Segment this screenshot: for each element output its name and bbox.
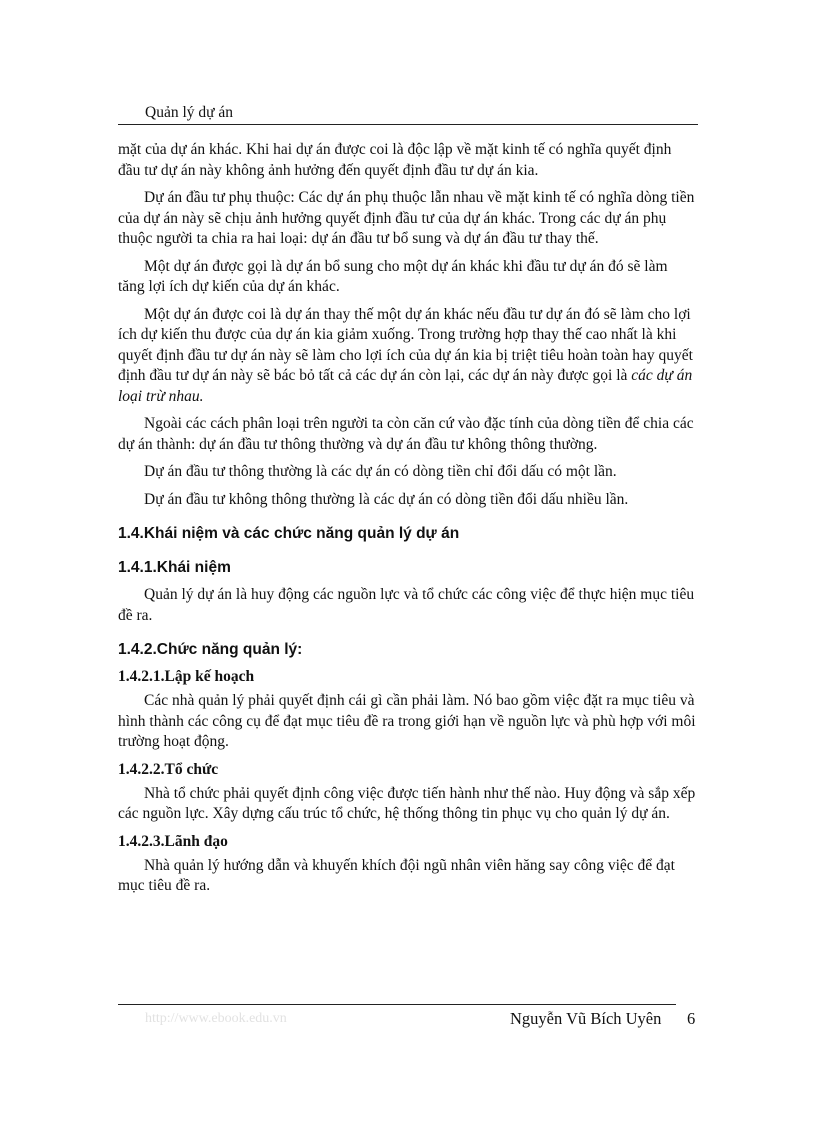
footer-author: Nguyễn Vũ Bích Uyên — [510, 1009, 662, 1028]
footer-rule — [118, 1004, 676, 1005]
paragraph: Một dự án được gọi là dự án bổ sung cho một dự án khác khi đầu tư dự án đó sẽ làm tăng lợi ích dự kiến của dự án khác. — [118, 257, 668, 295]
section-heading-1-4-2-2: 1.4.2.2.Tổ chức — [118, 760, 219, 778]
paragraph: Quản lý dự án là huy động các nguồn lực và tổ chức các công việc để thực hiện mục tiêu đề ra. — [118, 586, 695, 624]
paragraph: Nhà quản lý hướng dẫn và khuyến khích đội ngũ nhân viên hăng say công việc để đạt mục tiêu đề ra. — [118, 856, 675, 894]
paragraph: Các nhà quản lý phải quyết định cái gì cần phải làm. Nó bao gồm việc đặt ra mục tiêu và hình thành các công cụ để đạt mục tiêu đề ra trong giới hạn về nguồn lực và phù hợp với môi trường hoạt động. — [118, 692, 696, 750]
paragraph: Dự án đầu tư thông thường là các dự án có dòng tiền chỉ đổi dấu có một lần. — [144, 463, 617, 480]
paragraph: Dự án đầu tư phụ thuộc: Các dự án phụ thuộc lẫn nhau về mặt kinh tế có nghĩa dòng tiền của dự án này sẽ chịu ảnh hưởng quyết định đầu tư của dự án khác. Trong các dự án phụ thuộc người ta chia ra hai loại: dự án đầu tư bổ sung và dự án đầu tư thay thế. — [118, 189, 695, 247]
header-rule — [118, 124, 698, 125]
section-heading-1-4-2-3: 1.4.2.3.Lãnh đạo — [118, 832, 228, 850]
section-heading-1-4-2: 1.4.2.Chức năng quản lý: — [118, 641, 303, 658]
paragraph: Dự án đầu tư không thông thường là các dự án có dòng tiền đổi dấu nhiều lần. — [144, 490, 629, 508]
page-content — [118, 140, 696, 904]
page-number: 6 — [687, 1009, 696, 1028]
paragraph-text: Một dự án được coi là dự án thay thế một dự án khác nếu đầu tư dự án đó sẽ làm cho lợi ích dự kiến thu được của dự án kia giảm xuống. Trong trường hợp thay thế cao nhất là khi quyết định đầu tư dự án này sẽ làm cho lợi ích của dự án kia bị triệt tiêu hoàn toàn hay quyết định đầu tư dự án này sẽ bác bỏ tất cả các dự án còn lại, các dự án này được gọi là — [118, 305, 693, 384]
paragraph: mặt của dự án khác. Khi hai dự án được coi là độc lập về mặt kinh tế có nghĩa quyết định đầu tư dự án này không ảnh hưởng đến quyết định đầu tư dự án kia. — [118, 141, 672, 179]
running-header: Quản lý dự án — [145, 104, 234, 121]
section-heading-1-4-1: 1.4.1.Khái niệm — [118, 559, 231, 576]
paragraph — [118, 305, 696, 408]
section-heading-1-4: 1.4.Khái niệm và các chức năng quản lý dự án — [118, 525, 460, 542]
paragraph: Nhà tổ chức phải quyết định công việc được tiến hành như thế nào. Huy động và sắp xếp các nguồn lực. Xây dựng cấu trúc tổ chức, hệ thống thông tin phục vụ cho quản lý dự án. — [118, 784, 696, 822]
footer-url-watermark: http://www.ebook.edu.vn — [145, 1011, 287, 1026]
paragraph: Ngoài các cách phân loại trên người ta còn căn cứ vào đặc tính của dòng tiền để chia các dự án thành: dự án đầu tư thông thường và dự án đầu tư không thông thường. — [118, 415, 694, 453]
section-heading-1-4-2-1: 1.4.2.1.Lập kế hoạch — [118, 668, 255, 685]
italic-term: các dự án loại trừ nhau. — [118, 367, 693, 405]
